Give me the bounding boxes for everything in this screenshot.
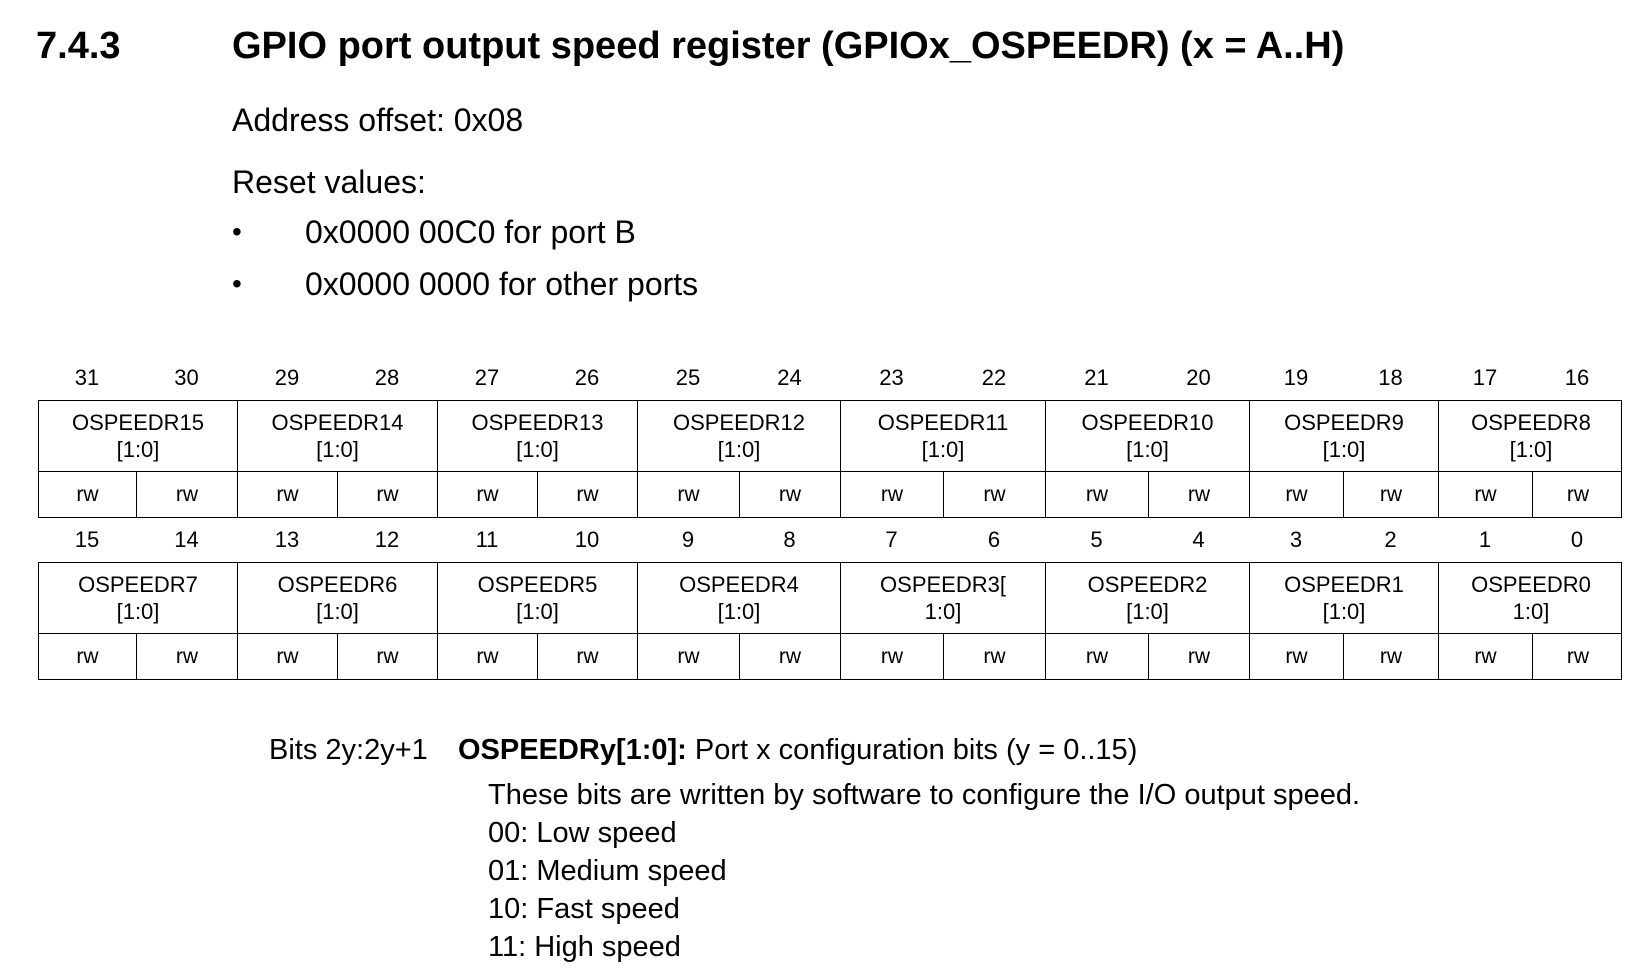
bit-number: 30 [174,365,199,390]
register-field [841,563,1046,633]
description-line: 11: High speed [488,931,681,963]
bit-number: 31 [74,365,100,390]
field-bit-range: [1:0] [717,437,761,462]
field-name: OSPEEDR15 [71,410,205,435]
bit-number: 20 [1186,365,1211,390]
access-type: rw [944,634,1046,679]
field-name: OSPEEDR7 [78,572,198,597]
register-field [1250,401,1439,471]
field-name: OSPEEDR3[ [880,572,1006,597]
field-name: OSPEEDR8 [1471,410,1591,435]
bit-number: 2 [1384,527,1397,552]
field-name: OSPEEDR9 [1284,410,1404,435]
field-name: OSPEEDR10 [1081,410,1214,435]
bit-number-row [38,360,1622,400]
field-bit-range: [1:0] [1509,437,1553,462]
description-line: 00: Low speed [488,817,677,849]
access-type: rw [1250,472,1344,517]
access-type: rw [1046,472,1149,517]
bit-number: 8 [783,527,796,552]
field-bit-range: [1:0] [1322,599,1366,624]
register-table-upper [38,360,1622,518]
field-bit-range: [1:0] [116,437,160,462]
register-field [638,401,841,471]
field-bit-range: [1:0] [116,599,160,624]
access-type: rw [238,472,338,517]
register-field [238,401,438,471]
field-bit-range: [1:0] [1126,437,1169,462]
bit-number: 3 [1289,527,1303,552]
access-type: rw [740,472,841,517]
access-type: rw [538,634,638,679]
access-type: rw [1566,644,1590,668]
field-bit-range: [1:0] [316,437,359,462]
bit-number: 11 [475,527,499,552]
bit-number: 27 [474,365,500,390]
field-name: OSPEEDR12 [672,410,806,435]
field-name: OSPEEDR5 [477,572,598,597]
bit-number: 22 [981,365,1007,390]
field-bit-range: [1:0] [316,599,359,624]
access-type: rw [338,472,438,517]
field-bit-range: [1:0] [516,437,559,462]
access-row [38,634,1622,680]
bit-number: 25 [675,365,701,390]
register-field [1046,563,1250,633]
field-bit-range: 1:0] [924,599,962,624]
bit-number: 24 [777,365,802,390]
access-type: rw [39,472,137,517]
access-type: rw [1439,634,1533,679]
access-type: rw [1439,472,1533,517]
bit-number-row [38,522,1622,562]
access-type: rw [1149,634,1250,679]
access-type: rw [137,634,238,679]
field-name: OSPEEDR4 [679,572,799,597]
reset-value-text: 0x0000 0000 for other ports [305,266,699,302]
access-row [38,472,1622,518]
field-name: OSPEEDR6 [277,572,398,597]
field-bit-range: [1:0] [1322,437,1366,462]
access-type: rw [137,472,238,517]
bit-number: 28 [374,365,400,390]
description-line: 10: Fast speed [488,893,680,925]
access-type: rw [1566,482,1590,506]
bit-number: 4 [1192,527,1205,552]
description-bits: Bits 2y:2y+1 [269,734,428,766]
field-row [38,400,1622,472]
field-name: OSPEEDR2 [1087,572,1208,597]
access-type: rw [338,634,438,679]
bit-number: 14 [174,527,199,552]
bullet-icon: • [232,268,242,299]
bit-number: 29 [274,365,300,390]
access-type: rw [1344,472,1439,517]
bit-number: 9 [681,527,695,552]
bit-number: 1 [1478,527,1492,552]
bit-number: 15 [74,527,100,552]
access-type: rw [841,634,944,679]
field-name: OSPEEDR1 [1284,572,1404,597]
section-number: 7.4.3 [36,25,121,67]
description-line: These bits are written by software to configure the I/O output speed. [488,779,1361,811]
register-field [841,401,1046,471]
access-type: rw [944,472,1046,517]
register-field [39,563,238,633]
register-field [1250,563,1439,633]
bullet-icon: • [232,216,242,247]
bit-number: 5 [1090,527,1103,552]
access-type: rw [638,634,740,679]
field-bit-range: [1:0] [921,437,965,462]
bit-number: 16 [1564,365,1590,390]
access-type: rw [39,634,137,679]
register-field [1046,401,1250,471]
register-field [1439,401,1623,471]
access-type: rw [238,634,338,679]
access-type: rw [1046,634,1149,679]
reset-values-heading: Reset values: [232,164,426,200]
access-type: rw [841,472,944,517]
register-field [638,563,841,633]
register-field [238,563,438,633]
bit-number: 26 [574,365,600,390]
field-name: OSPEEDR13 [471,410,604,435]
access-type: rw [1250,634,1344,679]
description-field-summary: Port x configuration bits (y = 0..15) [686,734,1138,766]
access-type: rw [1344,634,1439,679]
bit-number: 6 [987,527,1001,552]
description-line: 01: Medium speed [488,855,727,887]
bit-number: 21 [1084,365,1109,390]
register-table-lower [38,522,1622,680]
description-body [488,776,1360,966]
bit-number: 18 [1378,365,1403,390]
field-name: OSPEEDR14 [271,410,404,435]
field-bit-range: 1:0] [1512,599,1550,624]
register-field [39,401,238,471]
register-field [1439,563,1623,633]
description-field-name: OSPEEDRy[1:0]: [458,734,687,766]
field-bit-range: [1:0] [717,599,761,624]
address-offset: Address offset: 0x08 [232,102,524,138]
bit-number: 0 [1570,527,1584,552]
bit-number: 23 [879,365,904,390]
bit-number: 17 [1472,365,1498,390]
access-type: rw [438,634,538,679]
field-name: OSPEEDR11 [877,410,1009,435]
field-row [38,562,1622,634]
access-type: rw [740,634,841,679]
access-type: rw [438,472,538,517]
reset-value-text: 0x0000 00C0 for port B [305,214,636,250]
description-field [458,732,1137,768]
bit-number: 13 [274,527,300,552]
access-type: rw [638,472,740,517]
bit-number: 12 [374,527,400,552]
field-bit-range: [1:0] [516,599,559,624]
register-field [438,401,638,471]
field-bit-range: [1:0] [1126,599,1169,624]
bit-number: 19 [1283,365,1309,390]
access-type: rw [1149,472,1250,517]
section-title: GPIO port output speed register (GPIOx_OSPEEDR) (x = A..H) [232,25,1345,67]
bit-number: 10 [574,527,600,552]
register-field [438,563,638,633]
access-type: rw [538,472,638,517]
bit-number: 7 [885,527,898,552]
field-name: OSPEEDR0 [1471,572,1591,597]
